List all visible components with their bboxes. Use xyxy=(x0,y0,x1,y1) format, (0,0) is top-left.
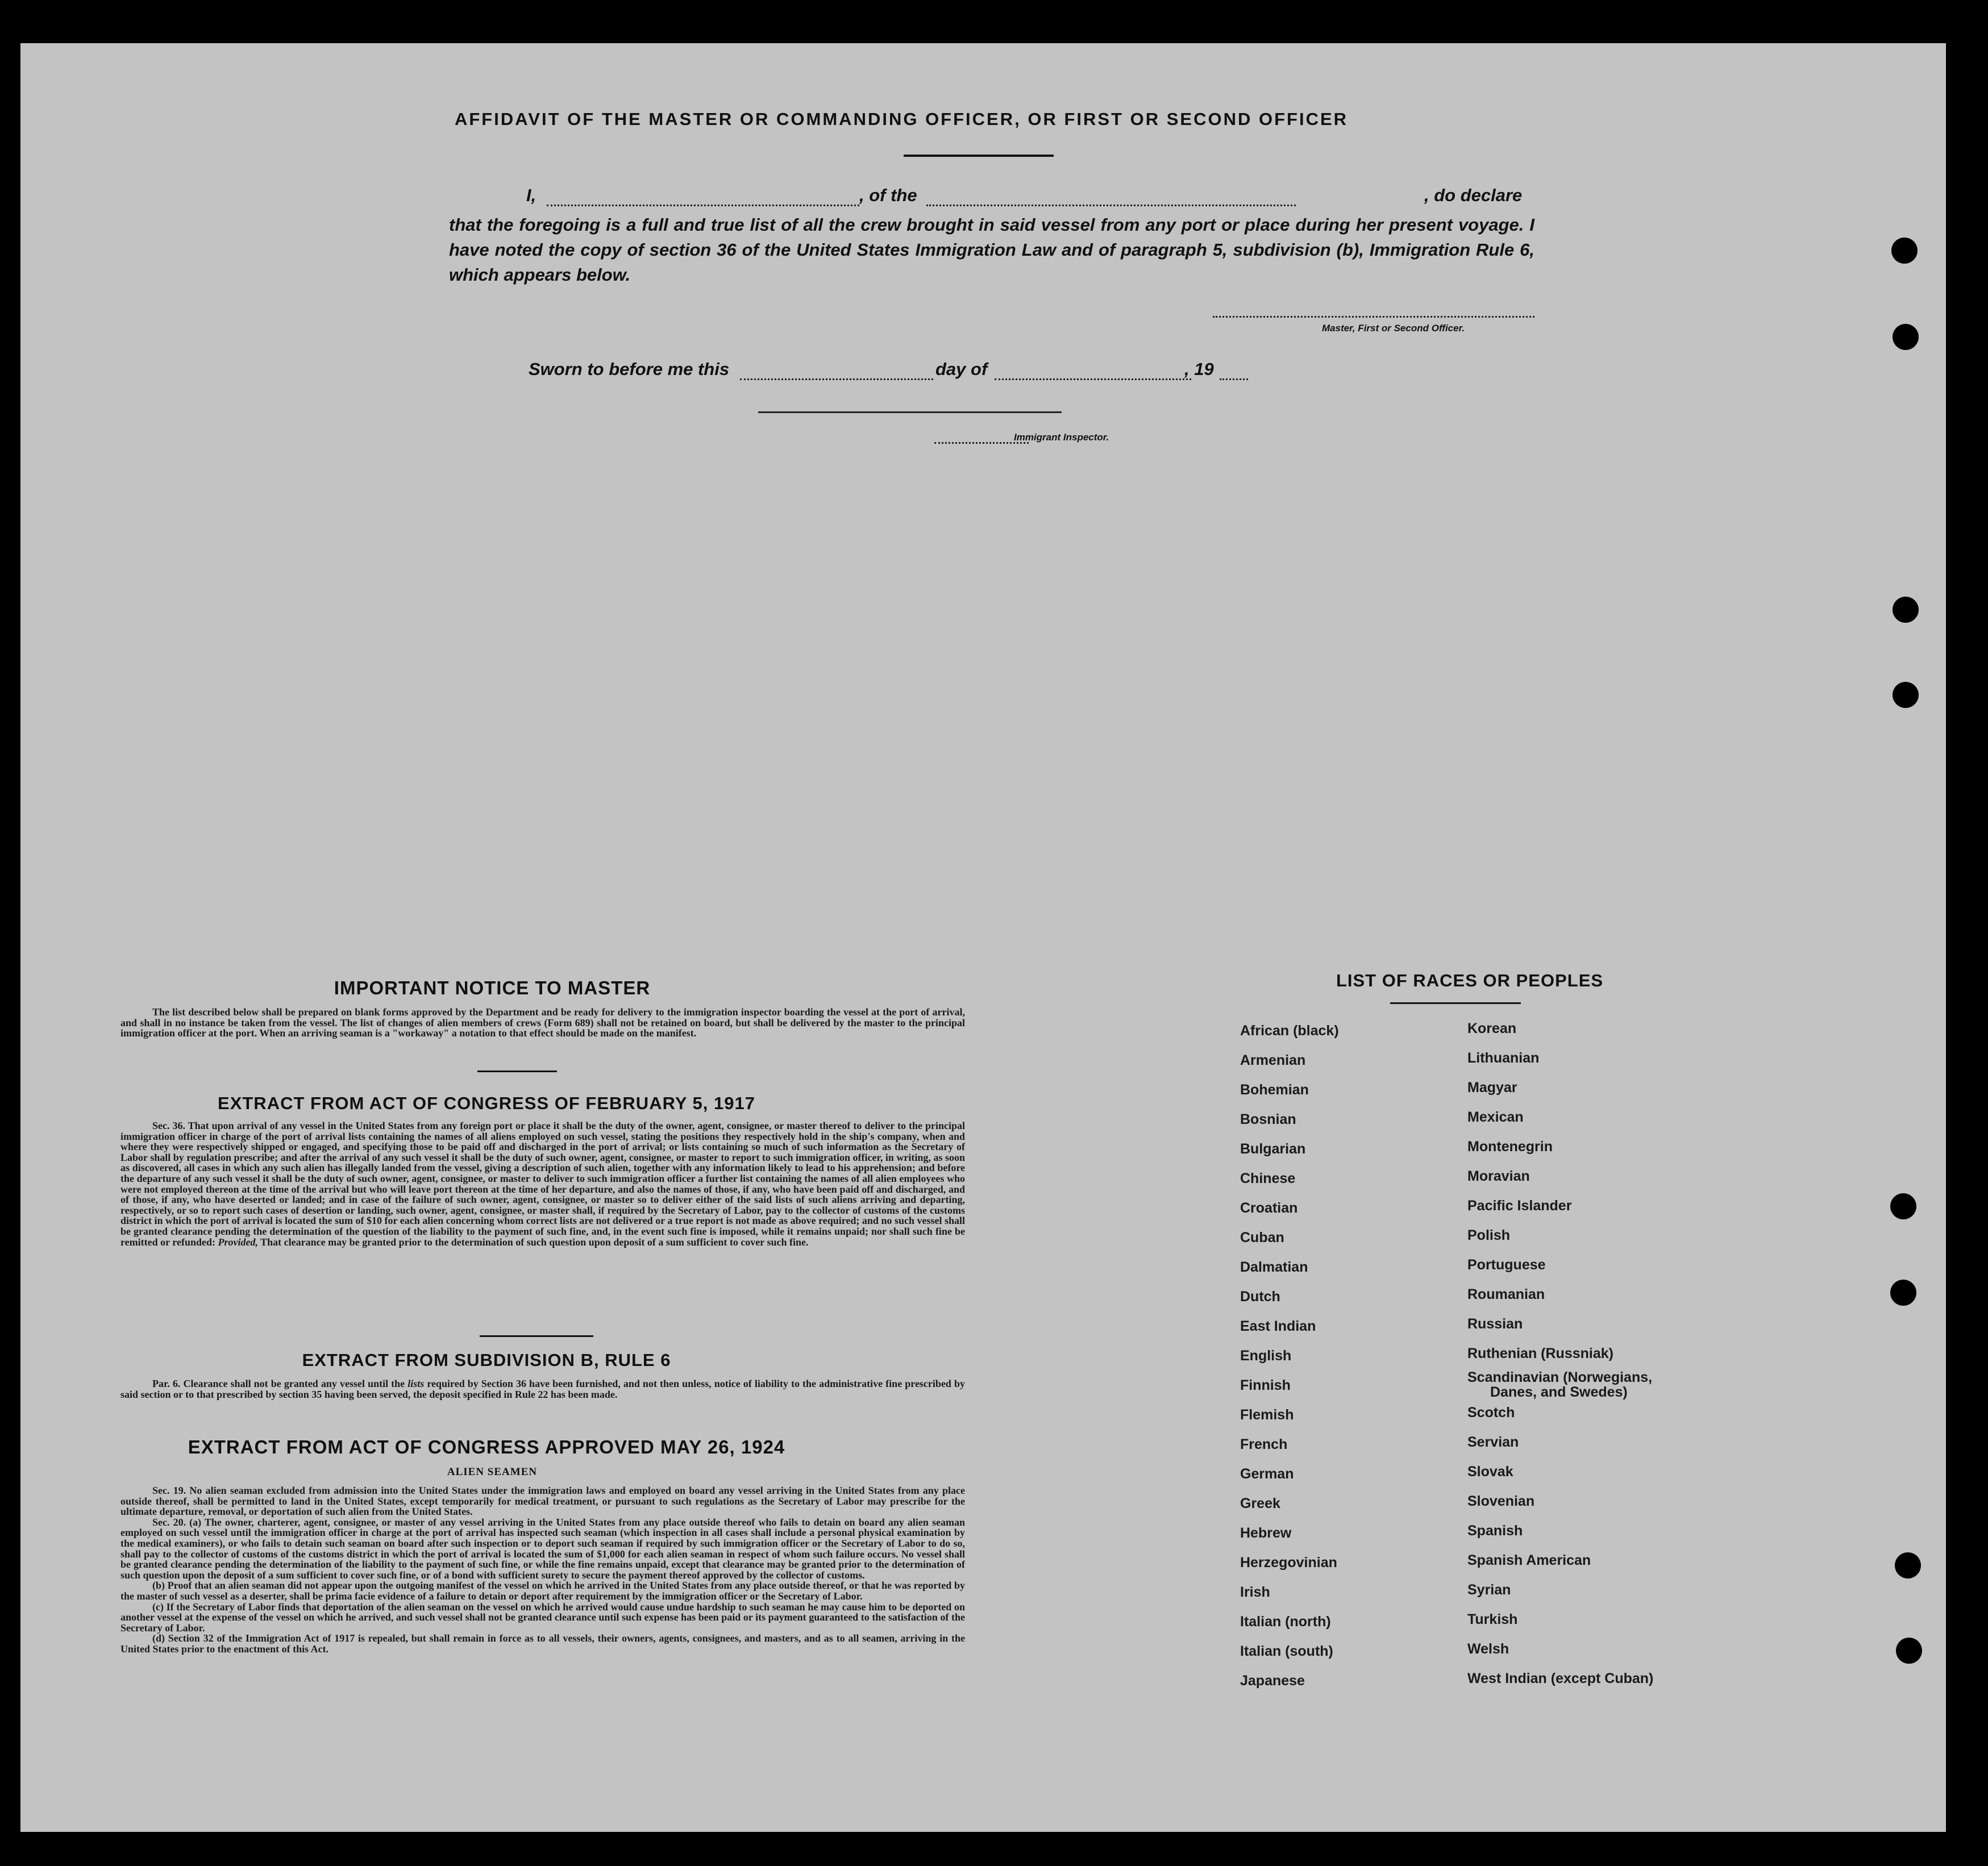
race-item: Ruthenian (Russniak) xyxy=(1467,1346,1613,1361)
race-item: Mexican xyxy=(1467,1109,1524,1125)
race-item: Bulgarian xyxy=(1240,1141,1306,1157)
race-item: Magyar xyxy=(1467,1080,1517,1096)
race-item: Cuban xyxy=(1240,1230,1284,1246)
race-item: Slovenian xyxy=(1467,1493,1535,1509)
act-1924-paragraph: (b) Proof that an alien seaman did not appear upon the outgoing manifest of the vessel on which he arrived in the United States from any place outside thereof, or that he was reported by the master of such vessel as a deserter, shall be prima facie evidence of a failure to detain or deport after requirement by the immigration officer or the Secretary of Labor. xyxy=(120,1580,965,1602)
act-1917-body: Sec. 36. That upon arrival of any vessel in the United States from any foreign port or place it shall be the duty of the owner, agent, consignee, or master thereof to deliver to the principal immigration officer in charge of the port of arrival lists containing the names of all aliens employed on such vessel, stating the positions they respectively hold in the ship's company, when and where they were respectively shipped or engaged, and specifying those to be paid off and discharged in the port of arrival; or lists containing so much of such information as the Secretary of Labor shall by regulation prescribe; and after the arrival of any such vessel it shall be the duty of such owner, agent, consignee, or master to report to such immigration officer, in writing, as soon as discovered, all cases in which any such alien has illegally landed from the vessel, giving a description of such alien, together with any information likely to lead to his apprehension; and before the departure of any such vessel it shall be the duty of such owner, agent, consignee, or master to deliver to such immigration officer a further list containing the names of all alien employees who were not employed thereon at the time of the arrival but who will leave port thereon at the time of her departure, and also the names of those, if any, who have been paid off and discharged, and of those, if any, who have deserted or landed; and in case of the failure of such owner, agent, consignee, or master so to deliver either of the said lists of such aliens arriving and departing, respectively, or so to report such cases of desertion or landing, such owner, agent, consignee, or master shall, if required by the Secretary of Labor, pay to the collector of customs of the customs district in which the port of arrival is located the sum of $10 for each alien concerning whom correct lists are not delivered or a true report is not made as above required; and no such vessel shall be granted clearance pending the determination of the question of the liability to the payment of such fine, and, in the event such fine is imposed, while it remains unpaid; nor shall such fine be remitted or refunded: xyxy=(120,1120,965,1248)
divider xyxy=(1390,1002,1521,1004)
inspector-caption: Immigrant Inspector. xyxy=(1014,432,1109,443)
races-title: LIST OF RACES OR PEOPLES xyxy=(1336,971,1604,990)
race-item: Moravian xyxy=(1467,1168,1530,1184)
race-item: Turkish xyxy=(1467,1611,1518,1627)
act-1917-text xyxy=(120,1121,965,1247)
race-item: Herzegovinian xyxy=(1240,1555,1337,1571)
sworn-year-field[interactable] xyxy=(1220,378,1248,380)
race-item: Spanish American xyxy=(1467,1552,1591,1568)
race-item: Montenegrin xyxy=(1467,1139,1553,1155)
divider xyxy=(480,1335,593,1337)
race-item: Bosnian xyxy=(1240,1111,1296,1127)
race-item: Armenian xyxy=(1240,1052,1306,1068)
day-of-label: day of xyxy=(935,359,988,379)
notice-text xyxy=(120,1007,965,1039)
of-the-label: , of the xyxy=(859,185,917,205)
binder-hole xyxy=(1891,238,1918,264)
race-item: Dalmatian xyxy=(1240,1259,1308,1275)
inspector-signature-field[interactable] xyxy=(758,411,1062,413)
divider xyxy=(904,155,1054,157)
binder-hole xyxy=(1890,1193,1916,1219)
master-signature-field[interactable] xyxy=(1213,316,1534,318)
binder-hole xyxy=(1893,324,1919,350)
race-item: Portuguese xyxy=(1467,1257,1546,1273)
race-item: Scandinavian (Norwegians, xyxy=(1467,1369,1653,1385)
race-item: Pacific Islander xyxy=(1467,1198,1572,1214)
year-label: , 19 xyxy=(1184,359,1214,379)
act-1924-paragraph: Sec. 20. (a) The owner, charterer, agent, consignee, or master of any vessel arriving in the United States from any place outside thereof who fails to detain on board any alien seaman employed on such vessel until the immigration officer in charge at the port of arrival has inspected such seaman (which inspection in all cases shall include a personal physical examination by the medical examiners), or who fails to detain such seaman on board after such inspection or to deport such seaman if required by such immigration officer or the Secretary of Labor to do so, shall pay to the collector of customs of the customs district in which the port of arrival is located the sum of $1,000 for each alien seaman in respect of whom such failure occurs. No vessel shall be granted clearance pending the determination of the liability to the payment of such fine, or while the fine remains unpaid, except that clearance may be granted prior to the determination of such question upon the deposit of a sum sufficient to cover such fine, or of a bond with sufficient surety to secure the payment thereof approved by the collector of customs. xyxy=(120,1516,965,1581)
race-item: Servian xyxy=(1467,1434,1519,1450)
affidavit-body: that the foregoing is a full and true list of all the crew brought in said vessel from any port or place during her present voyage. I have noted the copy of section 36 of the United States Immigration Law and of paragraph 5, subdivision (b), Immigration Rule 6, which appears below. xyxy=(449,215,1534,285)
act-1917-title: EXTRACT FROM ACT OF CONGRESS OF FEBRUARY 5, 1917 xyxy=(218,1093,755,1113)
sworn-month-field[interactable] xyxy=(995,378,1191,380)
notice-title: IMPORTANT NOTICE TO MASTER xyxy=(334,977,651,998)
race-item: English xyxy=(1240,1348,1292,1364)
race-item: Slovak xyxy=(1467,1464,1513,1480)
race-item: Flemish xyxy=(1240,1407,1294,1423)
race-item: Croatian xyxy=(1240,1200,1298,1216)
race-item: German xyxy=(1240,1466,1294,1482)
race-item: Danes, and Swedes) xyxy=(1490,1384,1628,1400)
race-item: Italian (north) xyxy=(1240,1614,1331,1630)
race-item: French xyxy=(1240,1436,1288,1452)
race-item: Finnish xyxy=(1240,1377,1291,1393)
sworn-day-field[interactable] xyxy=(740,378,933,380)
document-page xyxy=(20,43,1946,1832)
race-item: Scotch xyxy=(1467,1405,1515,1421)
race-item: African (black) xyxy=(1240,1023,1339,1039)
race-item: Dutch xyxy=(1240,1289,1280,1305)
rule6-after: required by Section 36 have been furnished, and not then unless, notice of liability to the administrative fine prescribed by said section or to that prescribed by section 35 having been served, the deposit specified in Rule 22 has been made. xyxy=(120,1378,966,1400)
sworn-line xyxy=(449,359,1245,385)
act-1924-paragraph: (d) Section 32 of the Immigration Act of 1917 is repealed, but shall remain in force as to all vessels, their owners, agents, consignees, and masters, and as to all seamen, arriving in the United States prior to the enactment of this Act. xyxy=(120,1632,965,1655)
divider xyxy=(477,1071,557,1072)
rule6-before: Par. 6. Clearance shall not be granted any vessel until the xyxy=(152,1378,405,1389)
act-1924-text xyxy=(120,1485,965,1655)
race-item: Irish xyxy=(1240,1584,1270,1600)
act-1924-title: EXTRACT FROM ACT OF CONGRESS APPROVED MAY 26, 1924 xyxy=(188,1436,785,1457)
race-item: Hebrew xyxy=(1240,1525,1292,1541)
proviso-word: Provided, xyxy=(218,1236,258,1248)
race-item: Bohemian xyxy=(1240,1082,1309,1098)
race-item: Russian xyxy=(1467,1316,1523,1332)
act-1924-paragraph: Sec. 19. No alien seaman excluded from admission into the United States under the immigration laws and employed on board any vessel arriving in the United States from any place outside thereof, shall be permitted to land in the United States, except temporarily for medical treatment, or pursuant to such regulations as the Secretary of Labor may prescribe for the ultimate departure, removal, or deportation of such alien from the United States. xyxy=(120,1485,965,1518)
race-item: Japanese xyxy=(1240,1673,1305,1689)
affidavit-title: AFFIDAVIT OF THE MASTER OR COMMANDING OFFICER, OR FIRST OR SECOND OFFICER xyxy=(454,109,1349,129)
race-item: Chinese xyxy=(1240,1171,1296,1186)
do-declare-label: , do declare xyxy=(1424,185,1523,205)
race-item: Polish xyxy=(1467,1227,1511,1243)
race-item: Syrian xyxy=(1467,1582,1511,1598)
race-item: Welsh xyxy=(1467,1641,1509,1657)
binder-hole xyxy=(1890,1280,1916,1306)
race-item: Spanish xyxy=(1467,1523,1523,1539)
act-1924-subtitle: ALIEN SEAMEN xyxy=(447,1466,538,1478)
vessel-field[interactable] xyxy=(926,205,1296,206)
race-item: Greek xyxy=(1240,1496,1280,1511)
race-item: Korean xyxy=(1467,1021,1517,1036)
sworn-label: Sworn to before me this xyxy=(529,359,730,379)
master-caption: Master, First or Second Officer. xyxy=(1322,323,1465,334)
name-field[interactable] xyxy=(547,205,859,206)
act-1924-paragraph: (c) If the Secretary of Labor finds that deportation of the alien seaman on the vessel on which he arrived would cause undue hardship to such seaman he may cause him to be deported on another vessel at the expense of the vessel on which he arrived, and such vessel shall not be granted clearance until such expense has been paid or its payment guaranteed to the satisfaction of the Secretary of Labor. xyxy=(120,1601,965,1634)
binder-hole xyxy=(1893,682,1919,708)
lists-word: lists xyxy=(407,1378,425,1389)
race-item: East Indian xyxy=(1240,1318,1316,1334)
rule6-text xyxy=(120,1378,965,1400)
race-item: West Indian (except Cuban) xyxy=(1467,1671,1654,1686)
notice-paragraph: The list described below shall be prepared on blank forms approved by the Department and be ready for delivery to the immigration inspector boarding the vessel at the port of arrival, and shall in no instance be taken from the vessel. The list of changes of alien members of crews (Form 689) shall not be retained on board, but shall be delivered by the master to the principal immigration officer at the port. When an arriving seaman is a "workaway" a notation to that effect should be made on the manifest. xyxy=(120,1006,965,1039)
binder-hole xyxy=(1896,1638,1922,1664)
race-item: Italian (south) xyxy=(1240,1643,1333,1659)
binder-hole xyxy=(1893,597,1919,623)
race-item: Roumanian xyxy=(1467,1286,1545,1302)
rule6-title: EXTRACT FROM SUBDIVISION B, RULE 6 xyxy=(302,1350,671,1370)
i-label: I, xyxy=(526,185,536,205)
race-item: Lithuanian xyxy=(1467,1050,1540,1066)
binder-hole xyxy=(1895,1552,1921,1578)
proviso-text: That clearance may be granted prior to the determination of such question upon deposit of a sum sufficient to cover such fine. xyxy=(260,1236,809,1248)
affidavit-first-line xyxy=(449,185,1534,211)
